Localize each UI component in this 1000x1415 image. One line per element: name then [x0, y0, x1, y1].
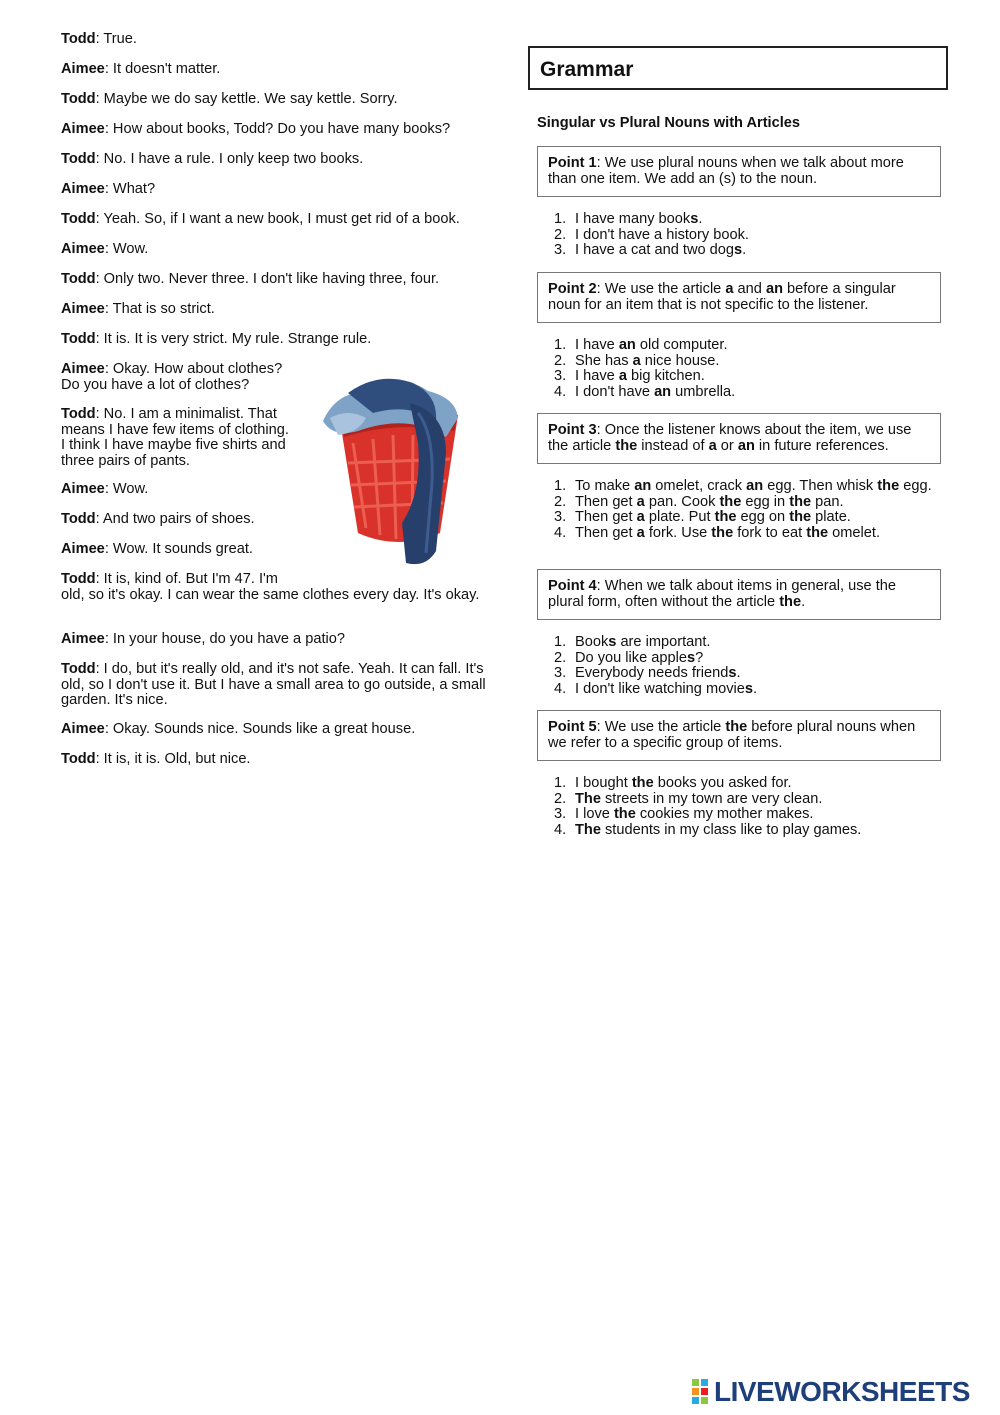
grammar-point-text: [548, 423, 930, 454]
dialogue-line: [61, 152, 363, 168]
dialogue-text: : What?: [104, 181, 156, 197]
text-run: : Once the listener knows about the item, we use the article: [548, 422, 912, 454]
dialogue-line: [61, 122, 450, 138]
text-run: Book: [575, 634, 609, 650]
grammar-title: Grammar: [540, 58, 634, 81]
example-item: [554, 775, 935, 792]
example-item: [554, 680, 935, 698]
point-label: Point 3: [548, 422, 597, 438]
text-run: I love: [575, 806, 614, 823]
logo-square-icon: [692, 1379, 699, 1386]
example-number: 4.: [554, 383, 567, 400]
text-run: a: [708, 437, 717, 454]
laundry-basket-image: [318, 373, 464, 568]
text-run: : We use the article: [596, 719, 726, 735]
logo-square-icon: [701, 1388, 708, 1395]
text-run: instead of: [637, 437, 709, 454]
example-item: [554, 509, 935, 526]
text-run: Then get: [575, 509, 637, 526]
text-run: The: [575, 790, 601, 807]
text-run: egg. Then whisk: [763, 478, 878, 494]
example-number: 4.: [554, 524, 567, 541]
text-run: Then get: [575, 524, 637, 541]
example-item: [554, 634, 935, 651]
text-run: .: [753, 680, 758, 697]
text-run: I bought: [575, 775, 632, 791]
speaker-name: Aimee: [61, 181, 105, 197]
text-run: the: [877, 478, 900, 494]
text-run: an: [654, 383, 672, 400]
text-run: : We use the article: [596, 281, 726, 297]
dialogue-text: : Okay. How about clothes? Do you have a lot of clothes?: [61, 361, 283, 393]
example-number: 2.: [554, 226, 567, 243]
logo-square-icon: [701, 1379, 708, 1386]
speaker-name: Todd: [61, 406, 96, 422]
text-run: : We use plural nouns when we talk about more than one item. We add an (s) to the noun.: [548, 155, 904, 187]
speaker-name: Todd: [61, 751, 96, 767]
text-run: The: [575, 821, 601, 838]
dialogue-text: : It is, it is. Old, but nice.: [95, 751, 251, 767]
text-run: egg on: [736, 509, 790, 526]
example-number: 2.: [554, 649, 567, 666]
text-run: .: [736, 665, 741, 682]
dialogue-line: [61, 752, 251, 768]
example-number: 3.: [554, 242, 567, 259]
text-run: egg.: [899, 478, 932, 494]
speaker-name: Aimee: [61, 121, 105, 137]
grammar-point-box: [537, 569, 941, 620]
text-run: the: [779, 593, 802, 610]
text-run: an: [634, 478, 652, 494]
text-run: To make: [575, 478, 635, 494]
text-run: .: [698, 211, 703, 227]
text-run: or: [716, 437, 738, 454]
dialogue-line: [61, 92, 398, 108]
text-run: the: [613, 806, 636, 823]
text-run: the: [719, 493, 742, 510]
example-item: [554, 226, 935, 244]
text-run: Everybody needs friend: [575, 665, 729, 682]
example-item: [554, 352, 935, 370]
text-run: a: [636, 509, 645, 526]
text-run: an: [765, 281, 783, 297]
dialogue-text: : No. I have a rule. I only keep two books.: [95, 151, 364, 167]
speaker-name: Aimee: [61, 631, 105, 647]
example-list: [537, 635, 935, 697]
example-item: [554, 790, 935, 808]
example-number: 1.: [554, 775, 567, 791]
logo-square-icon: [692, 1397, 699, 1404]
dialogue-text: : True.: [95, 31, 137, 47]
text-run: fork. Use: [644, 524, 712, 541]
text-run: and: [733, 281, 766, 297]
speaker-name: Todd: [61, 571, 96, 587]
example-item: [554, 383, 935, 401]
text-run: the: [806, 524, 829, 541]
dialogue-line: [61, 572, 491, 603]
grammar-header-box: [528, 46, 948, 90]
text-run: She has: [575, 352, 633, 369]
logo-text: LIVEWORKSHEETS: [714, 1376, 970, 1407]
text-run: s: [734, 242, 743, 259]
dialogue-text: : How about books, Todd? Do you have many books?: [104, 121, 451, 137]
example-number: 2.: [554, 790, 567, 807]
example-number: 1.: [554, 634, 567, 650]
text-run: I have: [575, 368, 619, 385]
text-run: egg in: [741, 493, 790, 510]
dialogue-text: : Only two. Never three. I don't like having three, four.: [95, 271, 440, 287]
dialogue-text: : Yeah. So, if I want a new book, I must get rid of a book.: [95, 211, 460, 227]
grammar-point-text: [548, 579, 930, 610]
image-wrap-spacer: [291, 572, 491, 587]
text-run: the: [711, 524, 734, 541]
text-run: omelet, crack: [651, 478, 747, 494]
grammar-point-box: [537, 272, 941, 323]
example-list: [537, 212, 935, 259]
example-number: 3.: [554, 368, 567, 385]
example-item: [554, 665, 935, 682]
text-run: I don't like watching movie: [575, 680, 745, 697]
dialogue-line: [61, 632, 345, 648]
dialogue-text: : And two pairs of shoes.: [95, 511, 255, 527]
speaker-name: Aimee: [61, 301, 105, 317]
text-run: pan.: [811, 493, 844, 510]
example-item: [554, 493, 935, 511]
example-number: 3.: [554, 509, 567, 526]
text-run: plate.: [811, 509, 851, 526]
speaker-name: Aimee: [61, 481, 105, 497]
text-run: s: [608, 634, 617, 650]
text-run: I don't have a history book.: [575, 226, 749, 243]
dialogue-line: [61, 662, 491, 709]
text-run: ?: [695, 649, 704, 666]
grammar-subtitle: Singular vs Plural Nouns with Articles: [537, 115, 801, 131]
text-run: in future references.: [754, 437, 889, 454]
dialogue-text: : That is so strict.: [104, 301, 215, 317]
text-run: big kitchen.: [626, 368, 705, 385]
dialogue-line: [61, 182, 155, 198]
example-item: [554, 337, 935, 354]
text-run: before plural nouns when we refer to a specific group of items.: [548, 719, 916, 751]
example-number: 4.: [554, 821, 567, 838]
text-run: .: [801, 593, 806, 610]
speaker-name: Aimee: [61, 61, 105, 77]
text-run: I have a cat and two dog: [575, 242, 735, 259]
text-run: an: [618, 337, 636, 353]
example-number: 2.: [554, 352, 567, 369]
text-run: a: [632, 352, 641, 369]
example-item: [554, 478, 935, 495]
dialogue-line: [61, 62, 220, 78]
example-number: 4.: [554, 680, 567, 697]
point-label: Point 2: [548, 281, 597, 297]
speaker-name: Todd: [61, 331, 96, 347]
text-run: pan. Cook: [644, 493, 720, 510]
dialogue-line: [61, 332, 371, 348]
dialogue-text: : Okay. Sounds nice. Sounds like a great house.: [104, 721, 416, 737]
example-list: [537, 479, 935, 541]
example-item: [554, 821, 935, 839]
dialogue-text: : Wow.: [104, 241, 149, 257]
dialogue-line: [61, 482, 148, 498]
example-item: [554, 806, 935, 823]
dialogue-text: : Wow.: [104, 481, 149, 497]
text-run: s: [744, 680, 754, 697]
logo-square-icon: [701, 1397, 708, 1404]
text-run: students in my class like to play games.: [600, 821, 862, 838]
speaker-name: Todd: [61, 211, 96, 227]
example-item: [554, 242, 935, 259]
example-number: 1.: [554, 478, 567, 494]
point-label: Point 5: [548, 719, 597, 735]
speaker-name: Todd: [61, 511, 96, 527]
dialogue-line: [61, 362, 293, 393]
speaker-name: Aimee: [61, 241, 105, 257]
speaker-name: Todd: [61, 31, 96, 47]
dialogue-line: [61, 542, 253, 558]
liveworksheets-logo: [690, 1376, 990, 1406]
text-run: the: [725, 719, 748, 735]
text-run: the: [714, 509, 737, 526]
speaker-name: Todd: [61, 661, 96, 677]
text-run: a: [636, 493, 645, 510]
dialogue-line: [61, 212, 460, 228]
dialogue-line: [61, 302, 215, 318]
example-number: 3.: [554, 665, 567, 682]
text-run: omelet.: [828, 524, 881, 541]
example-list: [537, 338, 935, 400]
text-run: I have many book: [575, 211, 691, 227]
example-list: [537, 776, 935, 838]
text-run: .: [742, 242, 747, 259]
text-run: before a singular noun for an item that is not specific to the listener.: [548, 281, 896, 313]
grammar-point-text: [548, 156, 930, 187]
grammar-point-box: [537, 710, 941, 761]
text-run: Then get: [575, 493, 637, 510]
text-run: are important.: [616, 634, 711, 650]
dialogue-text: : It is. It is very strict. My rule. Strange rule.: [95, 331, 372, 347]
text-run: a: [725, 281, 734, 297]
text-run: the: [789, 493, 812, 510]
dialogue-line: [61, 32, 137, 48]
text-run: s: [686, 649, 696, 666]
dialogue-line: [61, 407, 293, 469]
speaker-name: Aimee: [61, 541, 105, 557]
text-run: the: [615, 437, 638, 454]
text-run: Do you like apple: [575, 649, 687, 666]
dialogue-line: [61, 272, 439, 288]
grammar-point-box: [537, 146, 941, 197]
example-item: [554, 211, 935, 228]
speaker-name: Todd: [61, 91, 96, 107]
logo-square-icon: [692, 1388, 699, 1395]
text-run: streets in my town are very clean.: [600, 790, 823, 807]
grammar-point-text: [548, 282, 930, 313]
text-run: fork to eat: [733, 524, 807, 541]
text-run: umbrella.: [671, 383, 736, 400]
dialogue-text: : I do, but it's really old, and it's not safe. Yeah. It can fall. It's old, so I don't use it. But I have a small area to go outside, a small garden. It's nice.: [61, 661, 486, 709]
example-item: [554, 368, 935, 385]
speaker-name: Aimee: [61, 721, 105, 737]
grammar-point-box: [537, 413, 941, 464]
speaker-name: Todd: [61, 151, 96, 167]
dialogue-line: [61, 242, 148, 258]
dialogue-text: : Maybe we do say kettle. We say kettle. Sorry.: [95, 91, 398, 107]
text-run: nice house.: [640, 352, 720, 369]
text-run: cookies my mother makes.: [635, 806, 814, 823]
text-run: an: [737, 437, 755, 454]
text-run: an: [746, 478, 764, 494]
text-run: a: [618, 368, 627, 385]
example-number: 3.: [554, 806, 567, 823]
dialogue-line: [61, 722, 415, 738]
text-run: I don't have: [575, 383, 655, 400]
dialogue-text: : It is, kind of. But I'm 47. I'm old, so it's okay. I can wear the same clothes every day. It's okay.: [61, 571, 480, 603]
text-run: s: [690, 211, 699, 227]
text-run: I have: [575, 337, 619, 353]
point-label: Point 4: [548, 578, 597, 594]
dialogue-text: : In your house, do you have a patio?: [104, 631, 345, 647]
dialogue-text: : No. I am a minimalist. That means I have few items of clothing. I think I have maybe five shirts and three pairs of pants.: [61, 406, 289, 469]
text-run: books you asked for.: [653, 775, 792, 791]
dialogue-text: : It doesn't matter.: [104, 61, 221, 77]
text-run: s: [728, 665, 737, 682]
grammar-point-text: [548, 720, 930, 751]
dialogue-line: [61, 512, 255, 528]
text-run: : When we talk about items in general, use the plural form, often without the article: [548, 578, 896, 610]
speaker-name: Todd: [61, 271, 96, 287]
text-run: a: [636, 524, 645, 541]
speaker-name: Aimee: [61, 361, 105, 377]
example-item: [554, 649, 935, 667]
text-run: plate. Put: [644, 509, 715, 526]
text-run: the: [789, 509, 812, 526]
example-item: [554, 524, 935, 542]
example-number: 1.: [554, 337, 567, 353]
point-label: Point 1: [548, 155, 597, 171]
text-run: the: [631, 775, 654, 791]
dialogue-text: : Wow. It sounds great.: [104, 541, 253, 557]
example-number: 1.: [554, 211, 567, 227]
example-number: 2.: [554, 493, 567, 510]
text-run: old computer.: [635, 337, 728, 353]
